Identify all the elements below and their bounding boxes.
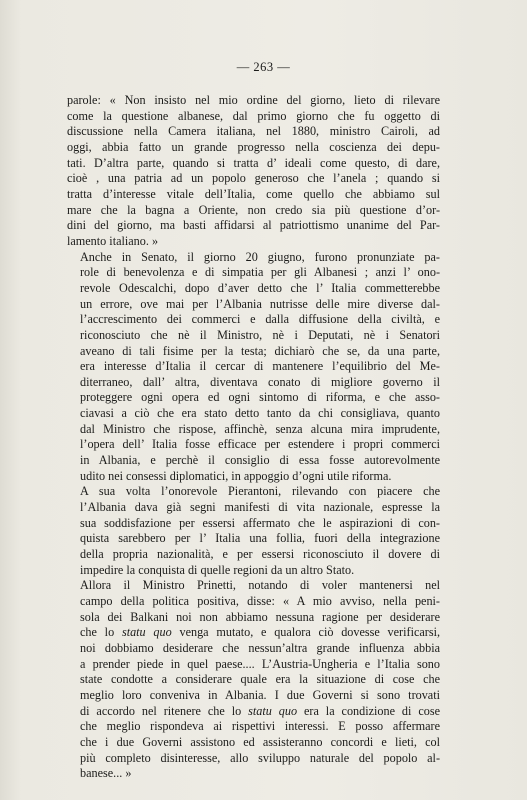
text-line: dini del giorno, ma basti affidarsi al patriottismo unanime del Par- <box>67 218 440 233</box>
text-line: udito nei consessi diplomatici, in appoggio d’ogni utile riforma. <box>80 468 392 483</box>
text-line: parole: « Non insisto nel mio ordine del giorno, lieto di rilevare <box>67 93 440 107</box>
paragraph <box>67 250 440 485</box>
text-line: state condotte a considerare quale era la situazione di cose che <box>80 672 440 687</box>
text-line: revole Odescalchi, dopo d’aver detto che l’ Italia commetterebbe <box>80 280 440 295</box>
body-text <box>67 93 440 782</box>
text-line: in Albania, e perchè il consiglio di essa fosse autorevolmente <box>80 453 440 468</box>
text-line: role di benevolenza e di simpatia per gli Albanesi ; anzi l’ ono- <box>80 265 440 280</box>
text-line: dal Ministro che rispose, affinchè, senza alcuna mira imprudente, <box>80 421 440 436</box>
text-line: l’accrescimento dei commerci e dalla diffusione della civiltà, e <box>80 312 440 327</box>
text-line: riconosciuto che nè il Ministro, nè i Deputati, nè i Senatori <box>80 327 440 342</box>
text-line: tati. D’altra parte, quando si tratta d’ ideali come questo, di dare, <box>67 155 440 170</box>
text-line: l’Albania dava già segni manifesti di vita nazionale, espresse la <box>80 500 440 515</box>
text-line: proteggere ogni opera ed ogni sintomo di riforma, e che asso- <box>80 390 440 405</box>
text-line: più completo disinteresse, allo sviluppo naturale del popolo al- <box>80 750 440 765</box>
paragraph <box>67 93 440 250</box>
text-line: l’opera dell’ Italia fosse efficace per estendere i propri commerci <box>80 437 440 452</box>
text-line: mare che la bagna a Oriente, non credo sia più questione d’or- <box>67 202 440 217</box>
text-line: Anche in Senato, il giorno 20 giugno, furono pronunziate pa- <box>80 249 440 264</box>
text-line: Allora il Ministro Prinetti, notando di voler mantenersi nel <box>80 578 440 593</box>
text-line: aveano di tali fisime per la testa; dichiarò che se, da una parte, <box>80 343 440 358</box>
paragraph <box>67 578 440 782</box>
text-line: cioè , una patria ad un popolo generoso che l’anela ; quando si <box>67 171 440 186</box>
text-line: tratta d’interesse vitale dell’Italia, come quello che abbiamo sul <box>67 186 440 201</box>
text-line: era interesse d’Italia il cercar di mantenere l’equilibrio del Me- <box>80 359 440 374</box>
text-line: meglio loro conveniva in Albania. I due Governi si sono trovati <box>80 687 440 702</box>
text-line: quista sarebbero per l’ Italia una follia, fuori della integrazione <box>80 531 440 546</box>
text-line: un errore, ove mai per l’Albania nutrisse delle mire diverse dal- <box>80 296 440 311</box>
text-line: A sua volta l’onorevole Pierantoni, rilevando con piacere che <box>80 484 440 499</box>
text-line: che lo statu quo venga mutato, e qualora ciò dovesse verificarsi, <box>80 625 441 640</box>
text-line: banese... » <box>80 766 132 781</box>
text-line: noi dobbiamo desiderare che nessun’altra grande influenza abbia <box>80 640 440 655</box>
text-line: che meglio rispondeva ai rispettivi interessi. E posso affermare <box>80 719 440 734</box>
text-line: sola dei Balkani noi non abbiamo nessuna ragione per desiderare <box>80 609 440 624</box>
text-line: sua soddisfazione per essersi affermato che le aspirazioni di con- <box>80 515 440 530</box>
page-number: — 263 — <box>236 60 291 74</box>
text-line: a prender piede in quel paese.... L’Austria-Ungheria e l’Italia sono <box>80 656 440 671</box>
text-line: come la questione albanese, dal primo giorno che fu oggetto di <box>67 108 440 123</box>
text-line: oggi, abbia fatto un grande progresso nella coscienza dei depu- <box>67 139 440 154</box>
text-line: campo della politica positiva, disse: « A mio avviso, nella peni- <box>80 594 440 608</box>
text-line: che i due Governi assistono ed assisteranno concordi e lieti, col <box>80 734 440 749</box>
text-line: impedire la conquista di quelle regioni da un altro Stato. <box>80 562 355 577</box>
text-line: diterraneo, dall’ altra, diventava conato di migliore governo il <box>80 374 440 389</box>
paragraph <box>67 484 440 578</box>
text-line: ciavasi a ciò che era stato detto tanto da chi consigliava, quanto <box>80 406 440 421</box>
text-line: della propria nazionalità, e per essersi riconosciuto il dovere di <box>80 547 440 562</box>
text-line: discussione nella Camera italiana, nel 1880, ministro Cairoli, ad <box>67 124 440 139</box>
text-line: lamento italiano. » <box>67 233 159 248</box>
text-line: di accordo nel ritenere che lo statu quo era la condizione di cose <box>80 703 441 718</box>
